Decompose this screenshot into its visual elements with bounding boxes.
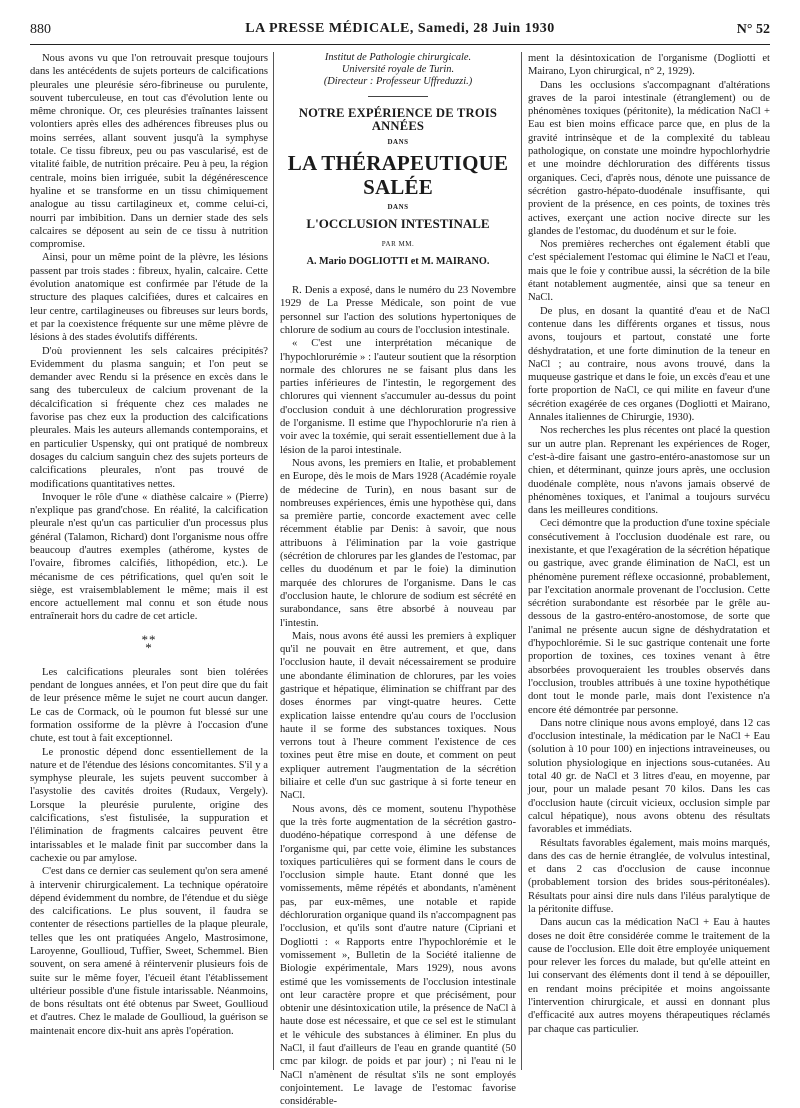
column-right <box>528 52 770 1072</box>
byline-par: PAR MM. <box>381 240 415 249</box>
paragraph: Nous avons vu que l'on retrouvait presque toujours dans les antécédents de sujets porteurs de calcifications pleurales une pleurésie séro-fibrineuse ou purulente, souvent tuberculeuse, en tout cas d'évolution lente ou même chronique. Or, ces pleurésies traînantes laissent volontiers après elles des adhérences fibreuses plus ou moins serrées, allant souvent jusqu'à la symphyse totale. Ce tissu fibreux, peu ou pas vascularisé, est de vitalité faible, de nutrition précaire. Peu à peu, la région centrale, moins bien irriguée, subit la dégénérescence hyaline et se transforme en un tissu chimiquement analogue au tissu cartilagineux et, comme celui-ci, nourri par imbibition. Dans un dernier stade des sels calcaires se déposent au sein de ce tissu à nutrition compromise. <box>30 53 268 251</box>
column-middle <box>280 52 516 1108</box>
paragraph: ment la désintoxication de l'organisme (Dogliotti et Mairano, Lyon chirurgical, n° 2, 1929). <box>528 53 770 78</box>
column-divider-1 <box>273 52 274 1070</box>
paragraph: R. Denis a exposé, dans le numéro du 23 Novembre 1929 de La Presse Médicale, son point de vue personnel sur l'action des solutions hypertoniques de chlorure de sodium au cours de l'occlusion intestinale. <box>280 285 516 336</box>
paragraph: Nos premières recherches ont également établi que c'est spécialement l'estomac qui élimine le NaCl et l'eau, mais que le foie y contribue aussi, la sécrétion de la bile étant notablement augmentée, ainsi que sa teneur en NaCl. <box>528 239 770 304</box>
article-subtitle: L'OCCLUSION INTESTINALE <box>306 216 490 232</box>
section-separator: ** * <box>141 631 157 655</box>
paragraph: « C'est une interprétation mécanique de l'hypochlorurémie » : l'auteur soutient que la résorption normale des chlorures ne se faisant plus dans les parties inférieures de l'intestin, le regorgement des chlorures qui viennent s'accumuler au-dessus du point d'occlusion conduit à une déchloruration progressive de l'organisme. Il estime que l'hypochlorurie n'a rien à voir avec la toxémie, qui serait essentiellement due à la lésion de la paroi intestinale. <box>280 338 516 456</box>
paragraph: Mais, nous avons été aussi les premiers à expliquer qu'il ne pouvait en être autrement, et que, dans l'occlusion haute, il devait nécessairement se produire une abondante élimination de chlorures, par les voies gastrique et hépatique, élimination se chiffrant par des doses énormes par vingt-quatre heures. Cette explication laisse entendre qu'au cours de l'occlusion haute il se forme des substances toxiques. Nous verrons tout à l'heure comment l'existence de ces toxines peut être mise en doute, et comment on peut expliquer autrement l'augmentation de la sécrétion biliaire et celle d'un suc gastrique à si forte teneur en NaCl. <box>280 630 516 802</box>
paragraph: Nous avons, dès ce moment, soutenu l'hypothèse que la très forte augmentation de la sécrétion gastro-duodéno-hépatique correspond à une défense de l'organisme qui, par cette voie, élimine les substances toxiques particulières qui se forment dans le cours de l'occlusion simple haute. Etant donné que les vomissements, même répétés et abondants, n'amènent pas, par eux-mêmes, une notable et rapide déchloruration organique quand ils n'accompagnent pas l'occlusion, et qu'ils sont d'autre nature (Cipriani et Dogliotti : « Rapports entre l'hypochlorémie et le vomissement », Bulletin de la Société italienne de Biologie expérimentale, Mars 1929), nous avons estimé que les vomissements de l'occlusion intestinale ont leur caractère propre et que précisément, pour obtenir une désintoxication utile, la présence de NaCl à haute dose est nécessaire, et que ce sel est le stimulant et le véhicule des substances à éliminer. En plus du NaCl, il faut d'ailleurs de l'eau en grande quantité (50 cmc par kilogr. de poids et par jour) ; ni l'eau ni le NaCl n'amènent de résultat s'ils ne sont employés conjointement. Le lavage de l'estomac favorise considérable- <box>280 803 516 1108</box>
paragraph: Les calcifications pleurales sont bien tolérées pendant de longues années, et l'on peut dire que du fait de leur présence même le sujet ne court aucun danger. Le cas de Cormack, où le poumon fut blessé sur une formation ossiforme de la plèvre à l'occasion d'une chute, est tout à fait exceptionnel. <box>30 666 268 745</box>
page-number: 880 <box>30 22 51 37</box>
article-connector: DANS <box>387 137 409 146</box>
paragraph: C'est dans ce dernier cas seulement qu'on sera amené à intervenir chirurgicalement. La technique opératoire dépend évidemment du nombre, de l'étendue et du siège des calcifications. Le plus souvent, il faudra se contenter de résections partielles de la plaque pleurale, telles que les ont pratiquées Angelo, Mastrosimone, Laroyenne, Goullioud, Tuffier, Sweet, Schemmel. Bien souvent, on sera amené à réintervenir plusieurs fois de suite sur le même foyer, l'écueil étant l'établissement ultérieur possible d'une fistule intarissable. Néanmoins, de bons résultats ont été obtenus par Sweet, Goullioud et d'autres. Chez le malade de Goullioud, la guérison se maintenait encore dix-huit ans après l'opération. <box>30 866 268 1037</box>
paragraph: De plus, en dosant la quantité d'eau et de NaCl contenue dans les différents organes et tissus, nous avons, toujours et partout, constaté une forte déshydratation, et une forte diminution de la teneur en NaCl ; au contraire, nous avons trouvé, dans la muqueuse gastrique et dans le foie, un excès d'eau et une forte proportion de NaCl, ce qui milite en faveur d'une sécrétion exagérée de ces organes (Dogliotti et Mairano, Annales italiennes de Chirurgie, 1930). <box>528 305 770 424</box>
paragraph: Résultats favorables également, mais moins marqués, dans des cas de hernie étranglée, de volvulus intestinal, et dans 2 cas d'occlusion de cause inconnue (probablement torsion des brides sous-péritonéales). Résultats pour ainsi dire nuls dans l'iléus paralytique de la péritonite diffuse. <box>528 837 770 915</box>
issue-number: N° 52 <box>736 22 770 37</box>
running-header <box>30 20 770 42</box>
header-rule <box>30 44 770 45</box>
paragraph: Dans les occlusions s'accompagnant d'altérations graves de la paroi intestinale (étranglement) ou de phénomènes toxiques (péritonite), la médication NaCl + Eau est bien moins efficace parce que, en plus de la gravité intrinsèque et de la complexité du tableau pathologique, on constate une moindre hypochlorhydrie et une moindre déchloruration des différents tissus organiques. Ceci, d'après nous, dénote une puissance de sécrétion gastro-hépato-duodénale insuffisante, qui provient de la présence, en ces points, de toxines très actives, exerçant une action nocive directe sur les glandes de l'estomac, du duodénum et sur le foie. <box>528 79 770 237</box>
article-pretitle: NOTRE EXPÉRIENCE DE TROIS ANNÉES <box>298 106 498 134</box>
title-rule <box>368 96 428 97</box>
university-line: Université royale de Turin. <box>341 64 455 75</box>
column-left <box>30 52 268 1072</box>
column-divider-2 <box>521 52 522 1070</box>
article-title: LA THÉRAPEUTIQUE SALÉE <box>287 150 509 199</box>
paragraph: Nos recherches les plus récentes ont placé la question sur un autre plan. Reprenant les expériences de Roger, c'est-à-dire faisant une gastro-entéro-anastomose sur un chien, et déterminant, quinze jours après, une occlusion duodénale complète, nous n'avons jamais observé de phénomènes toxiques, et l'animal a toujours survécu dans les meilleures conditions. <box>528 425 770 517</box>
paragraph: Dans aucun cas la médication NaCl + Eau à hautes doses ne doit être considérée comme le traitement de la cause de l'occlusion. Elle doit être employée uniquement pour relever les forces du malade, but qu'elle atteint en lui conservant des éléments dont il tend à se dépouiller, en rendant moins précipitée et moins angoissante l'intervention chirurgicale, et aussi en donnant plus d'efficacité aux autres moyens thérapeutiques réclamés par chaque cas particulier. <box>528 917 770 1035</box>
paragraph: Le pronostic dépend donc essentiellement de la nature et de l'étendue des lésions concomitantes. S'il y a symphyse pleurale, les sujets peuvent succomber à l'asystolie des cavités droites (Rudaux, Vergely). Lorsque la pleurésie purulente, origine des calcifications, s'est fistulisée, la suppuration et l'élimination de fragments calcaires peuvent être intarissables et le malade finit par succomber dans la cachexie ou par amylose. <box>30 746 268 864</box>
paragraph: Dans notre clinique nous avons employé, dans 12 cas d'occlusion intestinale, la médication par le NaCl + Eau (solution à 10 pour 100) en injections intraveineuses, ou solution physiologique en injections sous-cutanées. Au total 40 gr. de NaCl et 3 litres d'eau, en moyenne, par jour, pour un malade pesant 70 kilos. Dans les cas d'occlusion haute (circuit vicieux, occlusion simple par calcul hépatique), nous avons obtenu des résultats favorables et immédiats. <box>528 717 770 836</box>
journal-title: LA PRESSE MÉDICALE, Samedi, 28 Juin 1930 <box>245 21 555 36</box>
institute-line: Institut de Pathologie chirurgicale. <box>324 52 472 63</box>
paragraph: D'où proviennent les sels calcaires précipités? Evidemment du plasma sanguin; et l'on peut se demander avec Rendu si la présence en excès dans le sang des tuberculeux de calcium provenant de la décalcification si fréquente chez ces malades ne favorise pas chez eux la production des calcifications pleurales. Mais les auteurs allemands contemporains, et en particulier Uspensky, qui ont pratiqué de nombreux dosages du calcium sanguin chez des sujets porteurs de calcifications pleurales, n'ont pas trouvé de modifications quantitatives nettes. <box>30 345 268 490</box>
director-line: (Directeur : Professeur Uffreduzzi.) <box>323 76 473 87</box>
article-connector: DANS <box>387 202 409 211</box>
paragraph: Ceci démontre que la production d'une toxine spéciale consécutivement à l'occlusion duodénale est rare, ou inexistante, et que l'exagération de la sécrétion hépatique ou gastrique, avec grande élimination de NaCl, est un phénomène purement réflexe occasionné, probablement, par l'excitation anormale provenant de l'occlusion. Cette sécrétion surabondante est résorbée par le grêle au-dessous de la gastro-entéro-anostomose, de sorte que l'animal ne présente aucun signe de déshydratation et d'hypochlorémie. Si le suc gastrique contenait une forte proportion de toxines, ces toxines venant à être absorbées provoqueraient les troubles observés dans l'occlusion, troubles attribués à une toxine hypothétique dont tout le monde parle, mais dont l'existence n'a encore été démontrée par personne. <box>528 518 770 716</box>
article-authors: A. Mario DOGLIOTTI et M. MAIRANO. <box>306 255 490 267</box>
paragraph: Invoquer le rôle d'une « diathèse calcaire » (Pierre) n'explique pas grand'chose. En réalité, la calcification pleurale n'est qu'un cas particulier d'un processus plus général (Talamon, Richard) dont l'organisme nous offre beaucoup d'autres exemples (athérome, kystes de l'ovaire, fibromes calcifiés, lithopédion, etc.). Le mécanisme de ces pétrifications, quel qu'en soit le siège, est vraisemblablement le même; mais il est encore actuellement mal connu et son étude nous entraînerait hors du cadre de cet article. <box>30 491 268 623</box>
paragraph: Nous avons, les premiers en Italie, et probablement en Europe, dès le mois de Mars 1928 (Académie royale de médecine de Turin), en nous basant sur de nombreuses expériences, émis une hypothèse qui, dans sa première partie, concorde exactement avec celle récemment établie par Denis: à savoir, que nous attribuons à l'élimination par la voie gastrique (sécrétion de chlorures par les glandes de l'estomac, par celles du duodénum et par le foie) la diminution marquée des chlorures de l'organisme. Dans le cas d'occlusion haute, le chlorure de sodium est sécrété en surabondance, sans être absorbé à nouveau par l'intestin. <box>280 457 516 629</box>
paragraph: Ainsi, pour un même point de la plèvre, les lésions passent par trois stades : fibreux, hyalin, calcaire. Cette évolution anatomique est confirmée par l'étude de la structure des plaques calcifiées, dures et calcaires en leur centre, cartilagineuses ou fibreuses sur leurs bords, et par la coexistence fréquente sur une même plèvre de lésions à des stades évolutifs différents. <box>30 252 268 344</box>
